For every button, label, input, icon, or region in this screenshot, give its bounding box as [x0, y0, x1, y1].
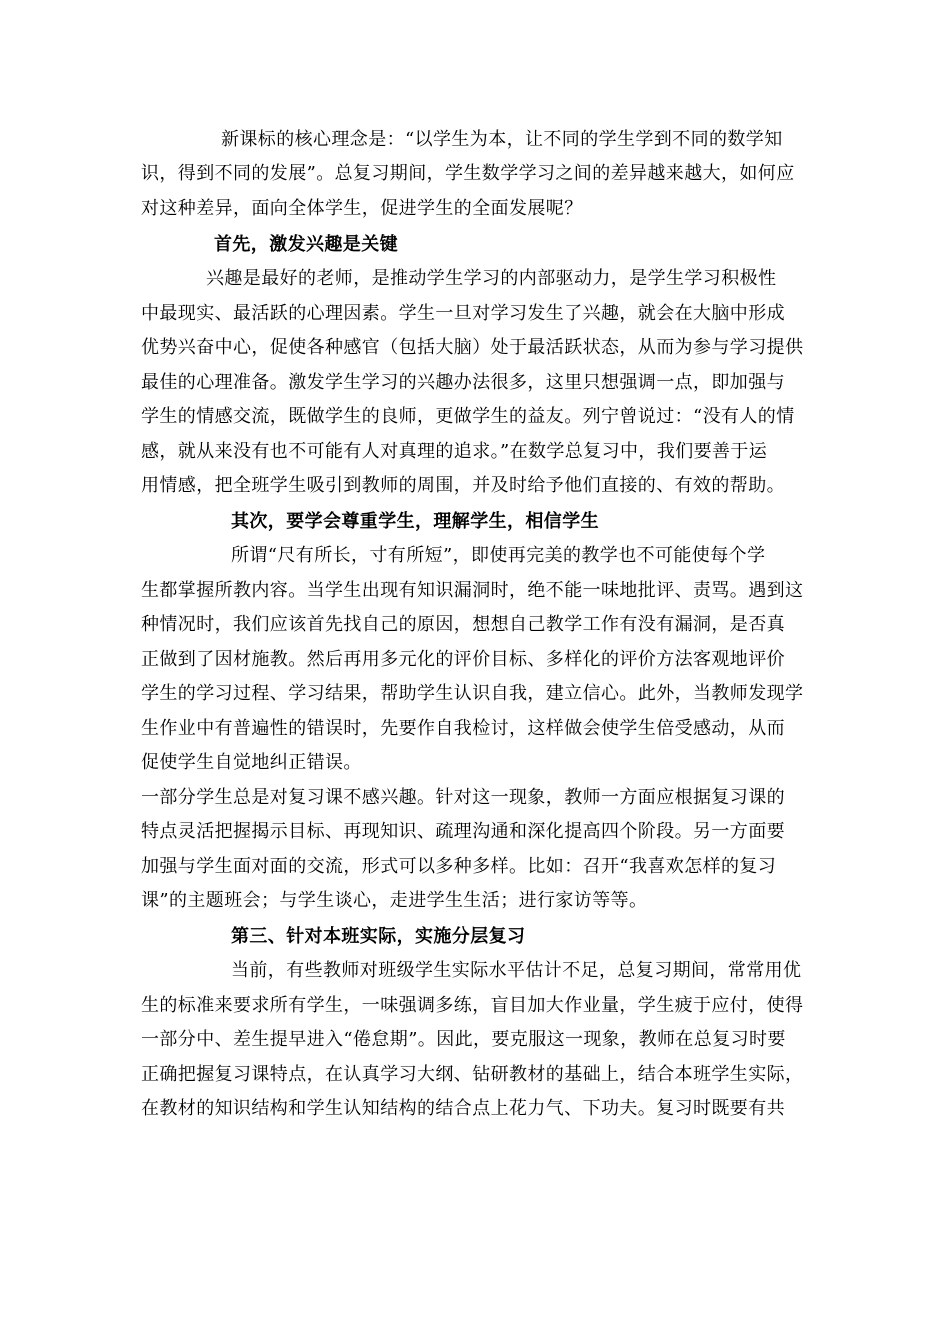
paragraph-2-line-2: 中最现实、最活跃的心理因素。学生一旦对学习发生了兴趣，就会在大脑中形成 — [141, 303, 785, 324]
paragraph-2-line-7: 用情感，把全班学生吸引到教师的周围，并及时给予他们直接的、有效的帮助。 — [141, 475, 785, 496]
paragraph-2-line-4: 最佳的心理准备。激发学生学习的兴趣办法很多，这里只想强调一点，即加强与 — [141, 372, 785, 393]
paragraph-3-line-1: 所谓“尺有所长，寸有所短”，即使再完美的教学也不可能使每个学 — [231, 545, 766, 566]
paragraph-2-line-1: 兴趣是最好的老师，是推动学生学习的内部驱动力，是学生学习积极性 — [206, 268, 777, 289]
heading-tiered-review: 第三、针对本班实际，实施分层复习 — [231, 926, 526, 947]
paragraph-1-line-1: 新课标的核心理念是：“以学生为本，让不同的学生学到不同的数学知 — [221, 129, 783, 150]
paragraph-3-line-5: 学生的学习过程、学习结果，帮助学生认识自我，建立信心。此外，当教师发现学 — [141, 683, 804, 704]
paragraph-5-line-5: 在教材的知识结构和学生认知结构的结合点上花力气、下功夫。复习时既要有共 — [141, 1098, 785, 1119]
paragraph-3-line-6: 生作业中有普遍性的错误时，先要作自我检讨，这样做会使学生倍受感动，从而 — [141, 718, 785, 739]
paragraph-3-line-7: 促使学生自觉地纠正错误。 — [141, 752, 362, 773]
paragraph-1-line-2: 识，得到不同的发展”。总复习期间，学生数学学习之间的差异越来越大，如何应 — [141, 163, 795, 184]
paragraph-3-line-2: 生都掌握所教内容。当学生出现有知识漏洞时，绝不能一味地批评、责骂。遇到这 — [141, 580, 804, 601]
paragraph-4-line-1: 一部分学生总是对复习课不感兴趣。针对这一现象，教师一方面应根据复习课的 — [141, 787, 785, 808]
paragraph-3-line-4: 正做到了因材施教。然后再用多元化的评价目标、多样化的评价方法客观地评价 — [141, 649, 785, 670]
paragraph-3-line-3: 种情况时，我们应该首先找自己的原因，想想自己教学工作有没有漏洞，是否真 — [141, 614, 785, 635]
heading-respect: 其次，要学会尊重学生，理解学生，相信学生 — [231, 511, 599, 532]
paragraph-2-line-5: 学生的情感交流，既做学生的良师，更做学生的益友。列宁曾说过：“没有人的情 — [141, 406, 795, 427]
paragraph-4-line-3: 加强与学生面对面的交流，形式可以多种多样。比如：召开“我喜欢怎样的复习 — [141, 856, 777, 877]
paragraph-2-line-3: 优势兴奋中心，促使各种感官（包括大脑）处于最活跃状态，从而为参与学习提供 — [141, 337, 804, 358]
paragraph-4-line-2: 特点灵活把握揭示目标、再现知识、疏理沟通和深化提高四个阶段。另一方面要 — [141, 821, 785, 842]
paragraph-2-line-6: 感，就从来没有也不可能有人对真理的追求。”在数学总复习中，我们要善于运 — [141, 441, 768, 462]
paragraph-5-line-1: 当前，有些教师对班级学生实际水平估计不足，总复习期间，常常用优 — [231, 960, 802, 981]
paragraph-5-line-4: 正确把握复习课特点，在认真学习大纲、钻研教材的基础上，结合本班学生实际， — [141, 1064, 804, 1085]
paragraph-4-line-4: 课”的主题班会；与学生谈心，走进学生生活；进行家访等等。 — [141, 890, 648, 911]
paragraph-5-line-3: 一部分中、差生提早进入“倦怠期”。因此，要克服这一现象，教师在总复习时要 — [141, 1029, 786, 1050]
paragraph-1-line-3: 对这种差异，面向全体学生，促进学生的全面发展呢？ — [141, 198, 583, 219]
paragraph-5-line-2: 生的标准来要求所有学生，一味强调多练，盲目加大作业量，学生疲于应付，使得 — [141, 995, 804, 1016]
heading-interest: 首先，激发兴趣是关键 — [214, 234, 398, 255]
